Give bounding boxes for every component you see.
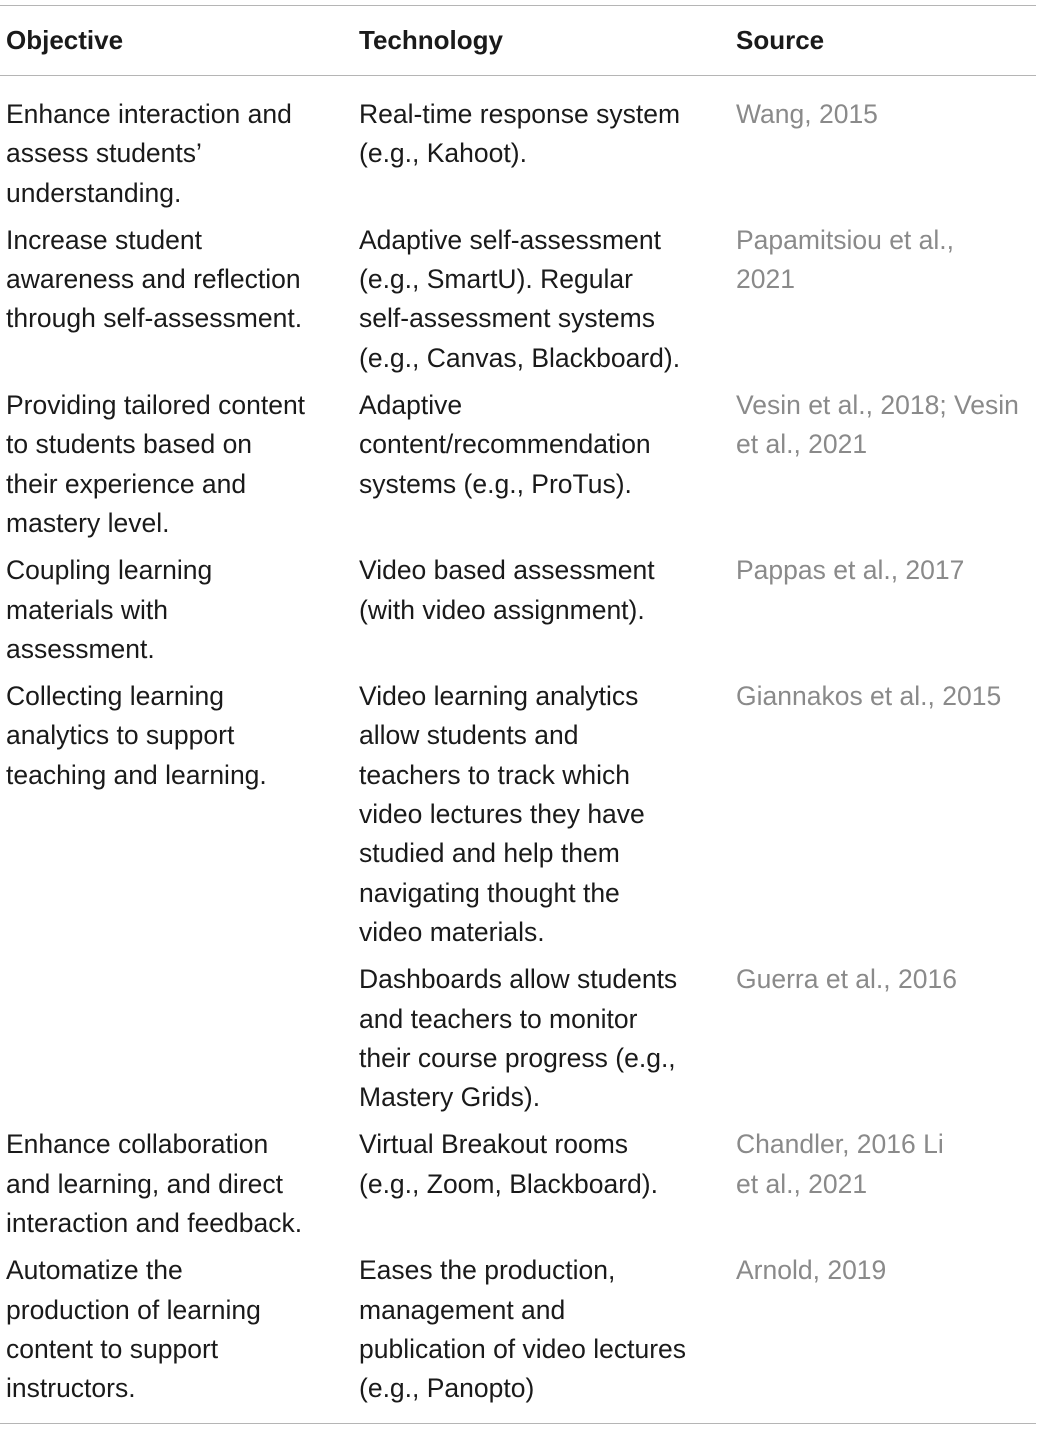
table-row xyxy=(0,1251,1036,1408)
table-row xyxy=(0,677,1036,952)
header-technology: Technology xyxy=(359,25,503,55)
table-row xyxy=(0,221,1036,378)
technology-cell: Video based assessment (with video assignment). xyxy=(359,555,655,625)
technology-cell: Video learning analytics allow students and teachers to track which video lectures they have studied and help them navigating thought the video materials. xyxy=(359,681,645,947)
technology-cell: Virtual Breakout rooms (e.g., Zoom, Blackboard). xyxy=(359,1129,658,1199)
objective-cell: Automatize the production of learning content to support instructors. xyxy=(6,1255,261,1404)
source-link[interactable]: Chandler, 2016 Li et al., 2021 xyxy=(736,1129,944,1199)
source-link[interactable]: Vesin et al., 2018; Vesin et al., 2021 xyxy=(736,390,1019,460)
header-objective: Objective xyxy=(6,25,124,55)
objective-cell: Enhance interaction and assess students’ understanding. xyxy=(6,99,292,208)
objective-cell: Collecting learning analytics to support teaching and learning. xyxy=(6,681,267,790)
source-link[interactable]: Wang, 2015 xyxy=(736,99,878,129)
table-row xyxy=(0,95,1036,213)
table-body xyxy=(0,76,1036,1423)
objective-cell: Enhance collaboration and learning, and direct interaction and feedback. xyxy=(6,1129,303,1239)
technology-cell: Adaptive content/recommendation systems (e.g., ProTus). xyxy=(359,390,651,499)
table-row xyxy=(0,551,1036,669)
technology-cell: Dashboards allow students and teachers to monitor their course progress (e.g., Mastery Grids). xyxy=(359,964,678,1113)
table-header-row xyxy=(0,6,1036,76)
source-link[interactable]: Giannakos et al., 2015 xyxy=(736,681,1002,712)
header-source: Source xyxy=(736,25,825,55)
table-row xyxy=(0,960,1036,1117)
technology-cell: Eases the production, management and publication of video lectures (e.g., Panopto) xyxy=(359,1255,687,1404)
objective-cell: Providing tailored content to students based on their experience and mastery level. xyxy=(6,390,306,538)
objective-cell xyxy=(0,960,353,1117)
source-link[interactable]: Arnold, 2019 xyxy=(736,1255,887,1286)
source-link[interactable]: Guerra et al., 2016 xyxy=(736,964,957,995)
objective-cell: Coupling learning materials with assessment. xyxy=(6,555,213,664)
source-link[interactable]: Papamitsiou et al., 2021 xyxy=(736,224,955,295)
objectives-technology-table xyxy=(0,5,1036,1424)
technology-cell: Real-time response system (e.g., Kahoot). xyxy=(359,99,681,169)
table-row xyxy=(0,386,1036,543)
technology-cell: Adaptive self-assessment (e.g., SmartU). Regular self-assessment systems (e.g., Canvas, Blackboard). xyxy=(359,224,681,373)
source-link[interactable]: Pappas et al., 2017 xyxy=(736,555,965,586)
table-row xyxy=(0,1125,1036,1243)
objective-cell: Increase student awareness and reflection through self-assessment. xyxy=(6,224,303,334)
